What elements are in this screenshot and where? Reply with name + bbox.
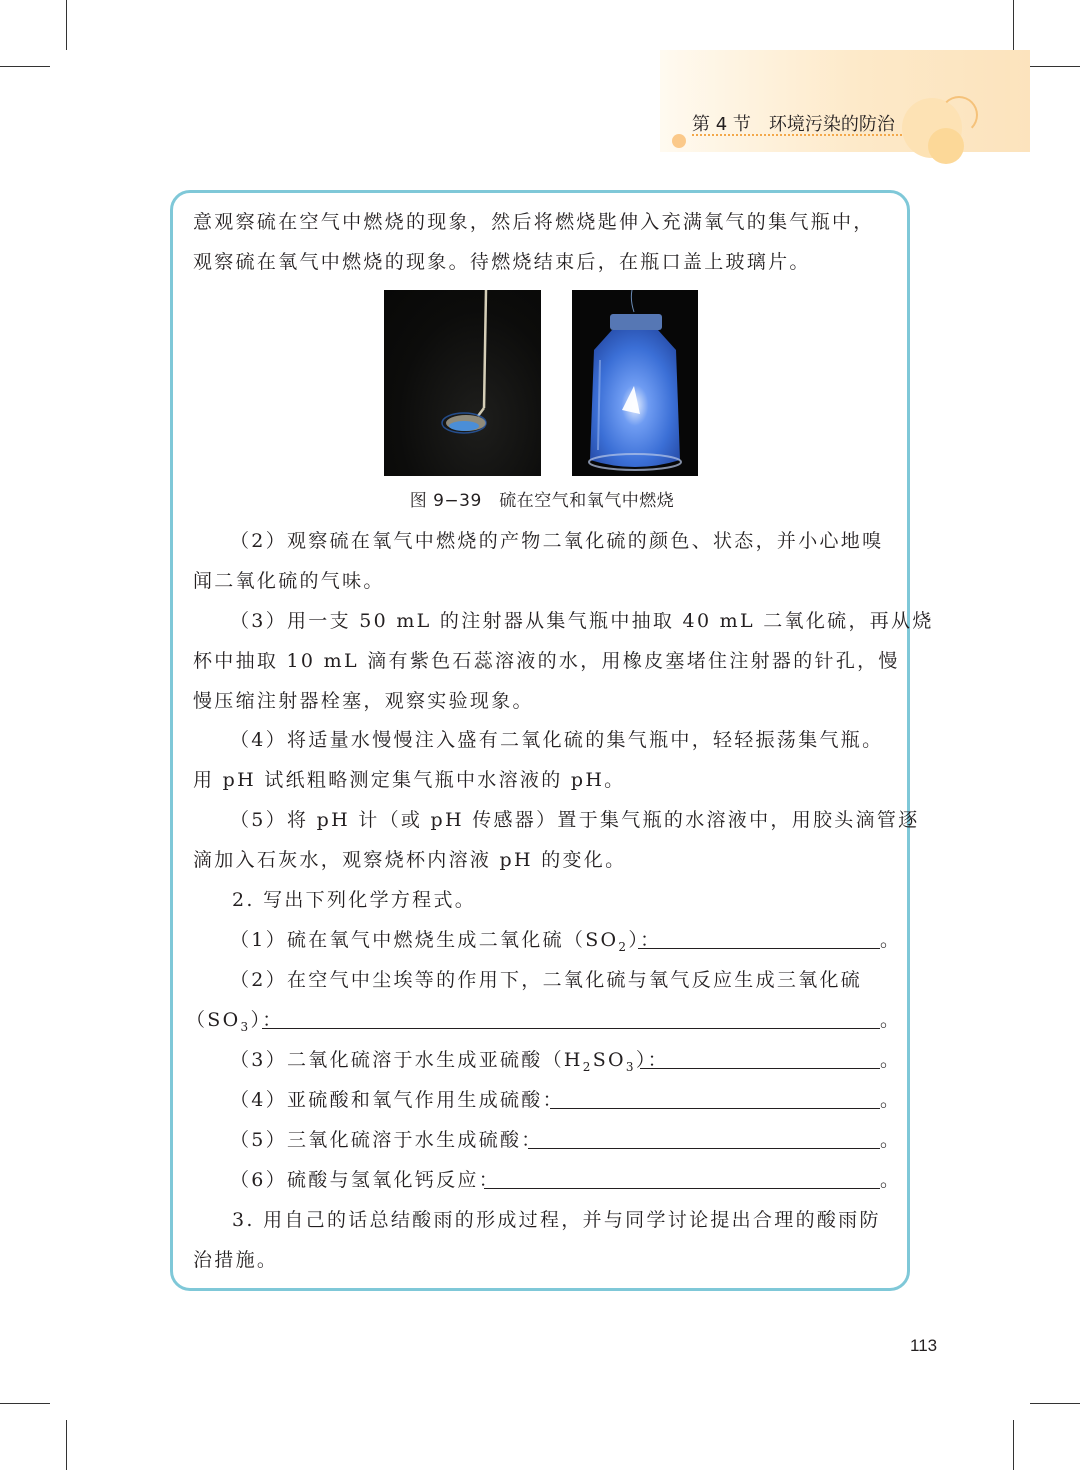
page-number: 113 bbox=[910, 1336, 938, 1355]
text-line: 滴加入石灰水，观察烧杯内溶液 pH 的变化。 bbox=[193, 849, 627, 871]
photo-jar-in-oxygen bbox=[572, 290, 698, 476]
text-line: （2）在空气中尘埃等的作用下，二氧化硫与氧气反应生成三氧化硫 bbox=[230, 969, 863, 991]
section-title: 环境污染的防治 bbox=[768, 114, 895, 135]
answer-blank[interactable] bbox=[550, 1090, 880, 1109]
end-mark: 。 bbox=[880, 1129, 900, 1151]
spoon-flame-illustration bbox=[384, 290, 541, 476]
header-decoration bbox=[940, 96, 978, 134]
crop-mark bbox=[1013, 0, 1014, 50]
text-line: （2）观察硫在氧气中燃烧的产物二氧化硫的颜色、状态，并小心地嗅 bbox=[230, 530, 884, 552]
header-band bbox=[660, 50, 1030, 152]
photo-spoon-in-air bbox=[384, 290, 541, 476]
text-line: （5）将 pH 计（或 pH 传感器）置于集气瓶的水溶液中，用胶头滴管逐 bbox=[230, 809, 920, 831]
end-mark: 。 bbox=[880, 1169, 900, 1191]
equation-prompt: （6）硫酸与氢氧化钙反应： bbox=[230, 1169, 500, 1191]
crop-mark bbox=[1030, 1403, 1080, 1404]
jar-flame-illustration bbox=[572, 290, 698, 476]
crop-mark bbox=[1013, 1420, 1014, 1470]
text-line: 治措施。 bbox=[193, 1249, 279, 1271]
text-line: 观察硫在氧气中燃烧的现象。待燃烧结束后，在瓶口盖上玻璃片。 bbox=[193, 251, 811, 273]
crop-mark bbox=[1030, 66, 1080, 67]
crop-mark bbox=[0, 66, 50, 67]
crop-mark bbox=[0, 1403, 50, 1404]
end-mark: 。 bbox=[880, 1009, 900, 1031]
subscript: 2 bbox=[582, 1059, 593, 1074]
text-line: （3）用一支 50 mL 的注射器从集气瓶中抽取 40 mL 二氧化硫，再从烧 bbox=[230, 610, 934, 632]
subscript: 2 bbox=[618, 939, 629, 954]
section-heading bbox=[692, 110, 895, 136]
question-heading: 2. 写出下列化学方程式。 bbox=[232, 889, 477, 911]
equation-prompt: （5）三氧化硫溶于水生成硫酸： bbox=[230, 1129, 543, 1151]
header-underline bbox=[692, 134, 902, 136]
prompt-text: （1）硫在氧气中燃烧生成二氧化硫（SO bbox=[230, 929, 619, 951]
text-line: 用 pH 试纸粗略测定集气瓶中水溶液的 pH。 bbox=[193, 769, 626, 791]
prompt-text: ）： bbox=[250, 1009, 284, 1031]
question-heading: 3. 用自己的话总结酸雨的形成过程，并与同学讨论提出合理的酸雨防 bbox=[232, 1209, 881, 1231]
answer-blank[interactable] bbox=[640, 1050, 880, 1069]
prompt-text: ）： bbox=[635, 1049, 669, 1071]
text-line: 慢压缩注射器栓塞，观察实验现象。 bbox=[193, 690, 534, 712]
section-label: 第 4 节 bbox=[692, 114, 751, 135]
prompt-text: SO bbox=[592, 1049, 626, 1071]
crop-mark bbox=[66, 0, 67, 50]
equation-prompt: （4）亚硫酸和氧气作用生成硫酸： bbox=[230, 1089, 564, 1111]
end-mark: 。 bbox=[880, 1049, 900, 1071]
equation-prompt bbox=[230, 926, 661, 961]
text-line: （4）将适量水慢慢注入盛有二氧化硫的集气瓶中，轻轻振荡集气瓶。 bbox=[230, 729, 884, 751]
figure-caption: 图 9−39 硫在空气和氧气中燃烧 bbox=[409, 491, 675, 511]
subscript: 3 bbox=[625, 1059, 636, 1074]
text-line: 杯中抽取 10 mL 滴有紫色石蕊溶液的水，用橡皮塞堵住注射器的针孔，慢 bbox=[193, 650, 900, 672]
prompt-text: （SO bbox=[186, 1009, 241, 1031]
answer-blank[interactable] bbox=[484, 1170, 880, 1189]
prompt-text: ）： bbox=[628, 929, 662, 951]
text-line: 意观察硫在空气中燃烧的现象，然后将燃烧匙伸入充满氧气的集气瓶中， bbox=[193, 211, 875, 233]
answer-blank[interactable] bbox=[262, 1010, 880, 1029]
answer-blank[interactable] bbox=[638, 930, 880, 949]
end-mark: 。 bbox=[880, 1089, 900, 1111]
header-decoration bbox=[672, 134, 686, 148]
text-line: 闻二氧化硫的气味。 bbox=[193, 570, 385, 592]
end-mark: 。 bbox=[880, 929, 900, 951]
prompt-text: （3）二氧化硫溶于水生成亚硫酸（H bbox=[230, 1049, 583, 1071]
crop-mark bbox=[66, 1420, 67, 1470]
subscript: 3 bbox=[240, 1019, 251, 1034]
answer-blank[interactable] bbox=[528, 1130, 880, 1149]
equation-prompt bbox=[230, 1046, 669, 1081]
